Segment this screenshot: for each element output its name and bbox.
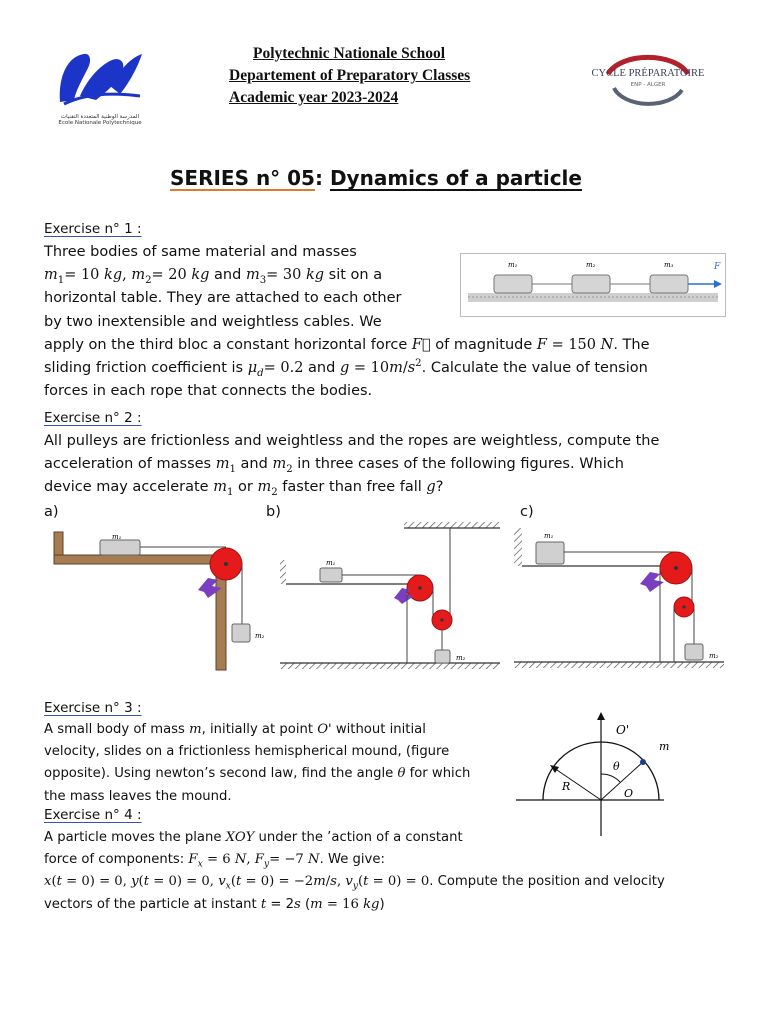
school-name: Polytechnic Nationale School [253, 45, 446, 62]
fig-a-m1-label: m₁ [112, 533, 122, 541]
exercise-1-text-2: apply on the third bloc a constant horizontal force F⃗ of magnitude F = 150 N. The sliding friction coefficient is $\mu_d= 0.2$ and $g = 10m/s^2$. Calculate the value of tension forces in each rope that connects the bodies. [44, 337, 650, 400]
figure-a [50, 528, 275, 673]
fig-a-m2-label: m₂ [255, 632, 265, 640]
figure-b [276, 518, 504, 674]
fig-b-m2-label: m₂ [456, 654, 466, 662]
cycle-preparatoire-logo-icon [588, 48, 708, 114]
figure-a-label: a) [44, 504, 59, 520]
logo-right-sub: ENP - ALGER [630, 82, 666, 88]
fig1-label-m2: m₂ [586, 261, 596, 269]
fig3-label-o: O [624, 787, 634, 800]
figure-b-label: b) [266, 504, 281, 520]
exercise-1-figure [460, 253, 726, 317]
title-colon: : [314, 166, 330, 190]
fig1-label-force: F [714, 262, 721, 272]
fig1-label-m3: m₃ [664, 261, 674, 269]
fig-c-m1-label: m₁ [544, 532, 554, 540]
fig1-label-m1: m₁ [508, 261, 518, 269]
fig3-label-r: R [562, 780, 571, 793]
fig3-label-o-prime: O' [616, 723, 630, 737]
series-title [170, 166, 582, 190]
figure-c-label: c) [520, 504, 534, 520]
fig-b-m1-label: m₁ [326, 559, 336, 567]
logo-left-arabic: المدرسة الوطنية المتعددة التقنيات [60, 114, 140, 120]
figure-c [510, 524, 728, 672]
exercise-4-heading: Exercise n° 4 : [44, 807, 142, 823]
exercise-3-heading: Exercise n° 3 : [44, 700, 142, 716]
exercise-3-figure [514, 710, 694, 840]
logo-left-caption: Ecole Nationale Polytechnique [58, 120, 142, 126]
enp-logo-icon [54, 46, 146, 110]
department-name: Departement of Preparatory Classes [229, 67, 471, 84]
series-number: SERIES n° 05 [170, 166, 315, 190]
exercise-1-heading: Exercise n° 1 : [44, 221, 142, 237]
exercise-4-text: A particle moves the plane XOY under the ’action of a constant force of components: $F_x = 6$ N, $F_y= -7$ N. We give: x(t = 0) = 0, y(t = 0) = 0, $v_x(t = 0) = -2m/s$, $v_y(t = 0) = 0$. Compute the position and velocity vectors of the particle at instant t = 2s (m = 16 kg) [44, 830, 665, 912]
logo-right-title: CYCLE PRÉPARATOIRE [591, 68, 705, 79]
fig-c-m2-label: m₂ [709, 652, 719, 660]
exercise-1-text: Three bodies of same material and masses $m_1= 10$ kg, $m_2= 20$ kg and $m_3= 30$ kg sit on a horizontal table. They are attached to each other by two inextensible and weightless cables. We [44, 244, 402, 330]
academic-year: Academic year 2023-2024 [229, 89, 399, 106]
logo-left [54, 46, 146, 124]
series-topic: Dynamics of a particle [329, 166, 582, 190]
fig3-label-m: m [659, 740, 670, 753]
fig3-label-theta: θ [613, 760, 620, 773]
logo-right [588, 48, 708, 114]
exercise-2-heading: Exercise n° 2 : [44, 410, 142, 426]
exercise-2-text: All pulleys are frictionless and weightless and the ropes are weightless, compute the acceleration of masses $m_1$ and $m_2$ in three cases of the following figures. Which device may accelerate $m_1$ or $m_2$ faster than free fall g? [44, 433, 660, 499]
exercise-3-text: A small body of mass m, initially at point O' without initial velocity, slides on a frictionless hemispherical mound, (figure opposite). Using newton’s second law, find the angle θ for which the mass leaves the mound. [44, 722, 471, 804]
